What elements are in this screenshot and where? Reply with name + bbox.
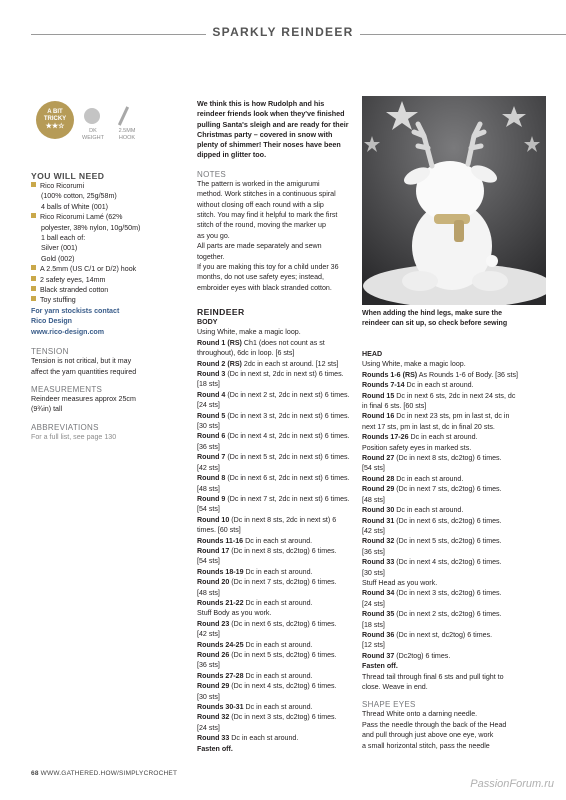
round-text: Dc in each st around.	[394, 506, 464, 515]
round-label: Round 37	[362, 651, 395, 660]
notes-line: method. Work stitches in a continuous spiral	[197, 190, 336, 199]
notes-line: without closing off each round with a slip	[197, 200, 324, 209]
round-text: (Dc in next 3 sts, dc2tog) 6 times.	[229, 713, 337, 722]
instruction-line	[362, 609, 552, 619]
reindeer-photo	[362, 96, 546, 305]
notes-line: embroider eyes with black stranded cotton.	[197, 283, 332, 292]
round-label: Round 32	[197, 713, 230, 722]
instruction-line	[362, 672, 552, 682]
round-label: Round 31	[362, 516, 395, 525]
round-label: Rounds 7-14	[362, 381, 405, 390]
instruction-line	[197, 733, 357, 743]
round-text: (Dc in next 7 sts, dc2tog) 6 times.	[394, 485, 502, 494]
instruction-line	[362, 443, 552, 453]
tension-line-2: affect the yarn quantities required	[31, 367, 137, 376]
round-text: [42 sts]	[362, 526, 385, 535]
instruction-line	[197, 400, 357, 410]
notes-line: as you go.	[197, 231, 230, 240]
round-text: [24 sts]	[362, 599, 385, 608]
round-text: Dc in each st around.	[408, 433, 478, 442]
instruction-line	[362, 557, 552, 567]
round-label: Round 5	[197, 411, 226, 420]
round-text: (Dc in next 6 sts, dc2tog) 6 times.	[394, 516, 502, 525]
instruction-line	[197, 723, 357, 733]
yarn-weight-label-1: DK	[89, 128, 97, 134]
intro-block	[197, 99, 357, 293]
shape-eyes-line: Thread White onto a darning needle.	[362, 710, 478, 719]
round-label: Rounds 27-28	[197, 671, 244, 680]
notes-line: stitch. You may find it helpful to mark the first	[197, 211, 338, 219]
instruction-line	[362, 391, 552, 401]
round-text: (Dc in next 2 st, 2dc in next st) 6 times.	[225, 390, 350, 399]
instruction-line	[362, 453, 552, 463]
material-text: A 2.5mm (US C/1 or D/2) hook	[40, 265, 137, 274]
round-text: (Dc in next 6 sts, dc2tog) 6 times.	[229, 619, 337, 628]
footer-url[interactable]: WWW.GATHERED.HOW/SIMPLYCROCHET	[40, 770, 178, 777]
yarn-weight-label-2: WEIGHT	[82, 135, 104, 141]
round-label: Round 2 (RS)	[197, 359, 242, 368]
stockists-line-1: For yarn stockists contact	[31, 306, 120, 315]
measurements-title: MEASUREMENTS	[31, 384, 103, 394]
instruction-line	[362, 661, 552, 671]
hook-size-label	[114, 128, 140, 142]
round-label: Round 10	[197, 515, 230, 524]
instruction-line	[362, 588, 552, 598]
round-text: [36 sts]	[197, 661, 220, 670]
bullet-icon	[31, 182, 36, 187]
reindeer-title: REINDEER	[197, 307, 245, 317]
page-title: SPARKLY REINDEER	[212, 25, 354, 39]
round-text: (Dc in next 4 sts, dc2tog) 6 times.	[229, 682, 337, 691]
round-label: Round 35	[362, 610, 395, 619]
round-text: [30 sts]	[362, 568, 385, 577]
difficulty-badge	[36, 101, 74, 139]
instruction-line	[197, 567, 357, 577]
shape-eyes-line: and pull through just above one eye, work	[362, 731, 494, 740]
round-text: Dc in next 6 sts, 2dc in next 24 sts, dc	[394, 391, 516, 400]
page-number: 68	[31, 770, 39, 777]
notes-text	[197, 179, 357, 293]
bullet-icon	[31, 296, 36, 301]
instruction-line	[197, 369, 357, 379]
material-item	[31, 264, 183, 274]
round-label: Round 30	[362, 506, 395, 515]
instruction-line	[362, 526, 552, 536]
round-text: (Dc in next 7 st, 2dc in next st) 6 times.	[225, 494, 350, 503]
round-text: Using White, make a magic loop.	[197, 328, 301, 337]
intro-line: dipped in glitter too.	[197, 150, 267, 160]
round-text: [18 sts]	[362, 620, 385, 629]
instruction-line	[197, 442, 357, 452]
round-text: Thread tail through final 6 sts and pull tight to	[362, 672, 504, 681]
round-text: (Dc in next 5 sts, dc2tog) 6 times.	[229, 651, 337, 659]
round-label: Round 15	[362, 391, 395, 400]
round-label: Round 1 (RS)	[197, 338, 242, 347]
instruction-line	[197, 536, 357, 546]
material-text: polyester, 38% nylon, 10g/50m)	[41, 223, 141, 232]
intro-line: plenty of shimmer! Their noses have been	[197, 140, 341, 150]
material-item	[31, 233, 183, 243]
measurements-line-2: (9¾in) tall	[31, 405, 63, 414]
shape-eyes-line: a small horizontal stitch, pass the needle	[362, 741, 490, 750]
intro-line: We think this is how Rudolph and his	[197, 99, 325, 108]
shape-eyes-line: Pass the needle through the back of the Head	[362, 720, 507, 729]
left-column	[31, 171, 183, 442]
round-text: Dc in each st around.	[229, 734, 299, 743]
round-text: [48 sts]	[197, 588, 220, 597]
round-text: (Dc in next 8 sts, 2dc in next st) 6	[229, 515, 337, 524]
round-text: 2dc in each st around. [12 sts]	[241, 359, 339, 368]
material-item	[31, 202, 183, 212]
round-text: [54 sts]	[362, 464, 385, 473]
footer	[31, 770, 177, 777]
photo-caption	[362, 309, 552, 329]
round-label: Round 23	[197, 619, 230, 628]
yarn-weight-label	[80, 128, 106, 142]
round-text: in final 6 sts. [60 sts]	[362, 402, 427, 411]
round-label: Rounds 24-25	[197, 640, 244, 649]
tension-title: TENSION	[31, 347, 69, 357]
round-label: Fasten off.	[362, 662, 398, 671]
instruction-line	[362, 682, 552, 692]
round-text: [42 sts]	[197, 463, 220, 472]
round-text: Dc in each st around.	[243, 640, 313, 649]
round-label: Round 33	[362, 558, 395, 567]
instruction-line	[197, 421, 357, 431]
round-text: [54 sts]	[197, 505, 220, 514]
instruction-line	[362, 463, 552, 473]
watermark: PassionForum.ru	[470, 778, 554, 790]
round-text: (Dc in next 4 st, 2dc in next st) 6 times.	[225, 432, 350, 441]
instruction-line	[362, 432, 552, 442]
bullet-icon	[31, 213, 36, 218]
instruction-line	[362, 474, 552, 484]
intro-line: pulling Santa's sleigh and are ready for their	[197, 119, 349, 129]
difficulty-stars: ★★☆	[45, 123, 65, 130]
round-label: Fasten off.	[197, 744, 233, 753]
instruction-line	[197, 640, 357, 650]
round-label: Round 36	[362, 630, 395, 639]
instruction-line	[362, 651, 552, 661]
instruction-line	[362, 536, 552, 546]
instruction-line	[197, 452, 357, 462]
round-text: close. Weave in end.	[362, 683, 428, 691]
notes-line: If you are making this toy for a child under 36	[197, 263, 339, 272]
material-item	[31, 223, 183, 233]
notes-line: stitch of the round, moving the marker up	[197, 221, 326, 230]
round-text: [48 sts]	[197, 484, 220, 493]
instruction-line	[362, 568, 552, 578]
material-item	[31, 275, 183, 285]
round-label: Rounds 1-6 (RS)	[362, 370, 418, 379]
head-section	[362, 349, 552, 751]
instruction-line	[362, 578, 552, 588]
round-label: Round 27	[362, 454, 395, 463]
round-label: Round 26	[197, 651, 230, 659]
materials-list	[31, 181, 183, 306]
round-label: Round 8	[197, 474, 226, 483]
round-text: (Dc in next st, 2dc in next st) 6 times.	[225, 370, 344, 379]
round-text: (Dc2tog) 6 times.	[394, 651, 451, 660]
instruction-line	[362, 547, 552, 557]
instruction-line	[197, 515, 357, 525]
instruction-line	[197, 588, 357, 598]
round-label: Round 32	[362, 537, 395, 546]
round-label: Rounds 18-19	[197, 567, 244, 576]
material-item	[31, 212, 183, 222]
round-label: Round 7	[197, 453, 226, 462]
materials-title: YOU WILL NEED	[31, 171, 105, 181]
instruction-line	[362, 640, 552, 650]
material-item	[31, 181, 183, 191]
instruction-line	[197, 744, 357, 754]
round-text: Using White, make a magic loop.	[362, 360, 466, 369]
instruction-line	[197, 650, 357, 660]
head-instructions	[362, 359, 552, 692]
body-title: BODY	[197, 318, 218, 326]
round-text: Dc in each st around.	[243, 536, 313, 545]
instruction-line	[197, 494, 357, 504]
instruction-line	[362, 370, 552, 380]
round-text: (Dc in next 3 st, 2dc in next st) 6 times.	[225, 411, 350, 420]
hook-size-label-2: HOOK	[118, 135, 136, 141]
instruction-line	[197, 660, 357, 670]
hook-icon	[118, 106, 129, 125]
round-text: (Dc in next 8 sts, dc2tog) 6 times.	[229, 546, 337, 555]
round-text: Dc in each st around.	[243, 671, 313, 680]
round-text: Dc in next 23 sts, pm in last st, dc in	[394, 412, 510, 421]
instruction-line	[197, 348, 357, 358]
round-text: As Rounds 1-6 of Body. [36 sts]	[417, 370, 518, 379]
stockists-link[interactable]: www.rico-design.com	[31, 327, 105, 336]
instruction-line	[197, 608, 357, 618]
round-text: (Dc in next 4 sts, dc2tog) 6 times.	[394, 558, 502, 567]
notes-line: The pattern is worked in the amigurumi	[197, 179, 320, 188]
instruction-line	[197, 619, 357, 629]
round-text: [24 sts]	[197, 401, 220, 410]
material-text: Gold (002)	[41, 254, 75, 263]
instruction-line	[197, 671, 357, 681]
round-text: (Dc in next st, dc2tog) 6 times.	[394, 630, 493, 639]
instruction-line	[197, 598, 357, 608]
notes-line: All parts are made separately and sewn	[197, 242, 322, 251]
instruction-line	[197, 692, 357, 702]
intro-text	[197, 99, 357, 161]
round-text: [48 sts]	[362, 495, 385, 504]
round-text: times. [60 sts]	[197, 526, 241, 535]
round-label: Rounds 11-16	[197, 536, 244, 545]
round-text: [30 sts]	[197, 422, 220, 431]
round-label: Round 4	[197, 390, 226, 399]
round-label: Rounds 17-26	[362, 433, 409, 442]
instruction-line	[197, 546, 357, 556]
tension-line-1: Tension is not critical, but it may	[31, 357, 132, 366]
material-text: Toy stuffing	[40, 296, 76, 305]
round-text: Dc in each st around.	[404, 381, 474, 390]
instruction-line	[362, 422, 552, 432]
round-label: Rounds 30-31	[197, 703, 244, 712]
round-text: Dc in each st around.	[243, 567, 313, 576]
round-text: Position safety eyes in marked sts.	[362, 443, 472, 452]
round-text: Ch1 (does not count as st	[241, 338, 325, 347]
difficulty-line-1: A BIT	[47, 109, 63, 115]
yarn-weight-icon	[84, 108, 100, 124]
material-text: 1 ball each of:	[41, 234, 86, 243]
round-label: Round 6	[197, 432, 226, 441]
round-label: Round 33	[197, 734, 230, 743]
instruction-line	[197, 338, 357, 348]
round-label: Rounds 21-22	[197, 598, 244, 607]
round-text: (Dc in next 3 sts, dc2tog) 6 times.	[394, 589, 502, 598]
material-text: Rico Ricorumi	[40, 182, 85, 190]
round-label: Round 3	[197, 370, 226, 379]
instruction-line	[197, 411, 357, 421]
round-text: (Dc in next 7 sts, dc2tog) 6 times.	[229, 578, 337, 587]
round-label: Round 29	[362, 485, 395, 494]
round-text: [30 sts]	[197, 692, 220, 701]
material-text: 2 safety eyes, 14mm	[40, 275, 106, 284]
instruction-line	[362, 495, 552, 505]
instruction-line	[197, 525, 357, 535]
material-item	[31, 295, 183, 305]
instruction-line	[197, 379, 357, 389]
round-label: Round 28	[362, 474, 395, 483]
round-text: Stuff Body as you work.	[197, 609, 272, 618]
round-text: [42 sts]	[197, 630, 220, 639]
round-label: Round 34	[362, 589, 395, 598]
material-text: (100% cotton, 25g/58m)	[41, 192, 117, 201]
round-text: Dc in each st around.	[394, 474, 464, 483]
material-item	[31, 285, 183, 295]
round-text: (Dc in next 5 sts, dc2tog) 6 times.	[394, 537, 502, 546]
instruction-line	[362, 505, 552, 515]
photo-caption-line-2: reindeer can sit up, so check before sewing	[362, 320, 508, 327]
round-text: [36 sts]	[197, 442, 220, 451]
instruction-line	[197, 327, 357, 337]
bullet-icon	[31, 286, 36, 291]
stockists-line-2: Rico Design	[31, 317, 72, 326]
instruction-line	[197, 702, 357, 712]
instruction-line	[362, 516, 552, 526]
abbreviations-title: ABBREVIATIONS	[31, 422, 99, 432]
notes-title: NOTES	[197, 169, 227, 179]
round-text: Stuff Head as you work.	[362, 578, 438, 587]
instruction-line	[362, 484, 552, 494]
instruction-line	[197, 390, 357, 400]
instruction-line	[197, 431, 357, 441]
instruction-line	[362, 620, 552, 630]
instruction-line	[197, 473, 357, 483]
instruction-line	[362, 359, 552, 369]
shape-eyes-instructions	[362, 709, 552, 751]
material-text: Black stranded cotton	[40, 286, 109, 295]
instruction-line	[197, 463, 357, 473]
round-text: (Dc in next 2 sts, dc2tog) 6 times.	[394, 610, 502, 619]
instruction-line	[197, 556, 357, 566]
intro-line: Christmas party – covered in snow with	[197, 129, 333, 139]
instruction-line	[197, 681, 357, 691]
round-text: (Dc in next 6 st, 2dc in next st) 6 times.	[225, 474, 350, 483]
bullet-icon	[31, 265, 36, 270]
hook-size-label-1: 2.5MM	[118, 128, 136, 134]
notes-line: months, do not use safety eyes; instead,	[197, 273, 324, 282]
instruction-line	[362, 401, 552, 411]
head-title: HEAD	[362, 350, 383, 358]
intro-line: reindeer friends look when they've finished	[197, 109, 345, 119]
round-text: [18 sts]	[197, 380, 220, 389]
body-instructions	[197, 327, 357, 754]
material-text: 4 balls of White (001)	[41, 202, 109, 211]
shape-eyes-title: SHAPE EYES	[362, 700, 416, 710]
round-text: [36 sts]	[362, 547, 385, 556]
bullet-icon	[31, 276, 36, 281]
instruction-line	[197, 359, 357, 369]
instruction-line	[362, 411, 552, 421]
instruction-line	[197, 629, 357, 639]
material-item	[31, 243, 183, 253]
instruction-line	[362, 380, 552, 390]
round-label: Round 29	[197, 682, 230, 691]
round-text: [54 sts]	[197, 557, 220, 566]
round-text: throughout), 6dc in loop. [6 sts]	[197, 349, 295, 358]
round-text: (Dc in next 8 sts, dc2tog) 6 times.	[394, 454, 502, 463]
round-text: [12 sts]	[362, 641, 385, 650]
instruction-line	[362, 630, 552, 640]
measurements-line-1: Reindeer measures approx 25cm	[31, 394, 136, 403]
round-label: Round 16	[362, 412, 395, 421]
difficulty-line-2: TRICKY	[43, 116, 67, 122]
instruction-line	[197, 484, 357, 494]
instruction-line	[362, 599, 552, 609]
instruction-line	[197, 504, 357, 514]
round-label: Round 17	[197, 546, 230, 555]
instruction-line	[197, 577, 357, 587]
round-text: [24 sts]	[197, 723, 220, 732]
photo-caption-line-1: When adding the hind legs, make sure the	[362, 310, 503, 317]
material-text: Silver (001)	[41, 244, 78, 253]
reindeer-section	[197, 307, 357, 754]
round-text: (Dc in next 5 st, 2dc in next st) 6 times.	[225, 453, 350, 462]
abbreviations-line-1: For a full list, see page 130	[31, 432, 117, 441]
notes-line: together.	[197, 252, 225, 261]
round-text: Dc in each st around.	[243, 598, 313, 607]
material-text: Rico Ricorumi Lamé (62%	[40, 213, 123, 222]
instruction-line	[197, 712, 357, 722]
round-text: Dc in each st around.	[243, 703, 313, 712]
material-item	[31, 254, 183, 264]
material-item	[31, 191, 183, 201]
round-text: next 17 sts, pm in last st, dc in final 20 sts.	[362, 422, 495, 431]
round-label: Round 20	[197, 578, 230, 587]
round-label: Round 9	[197, 494, 226, 503]
